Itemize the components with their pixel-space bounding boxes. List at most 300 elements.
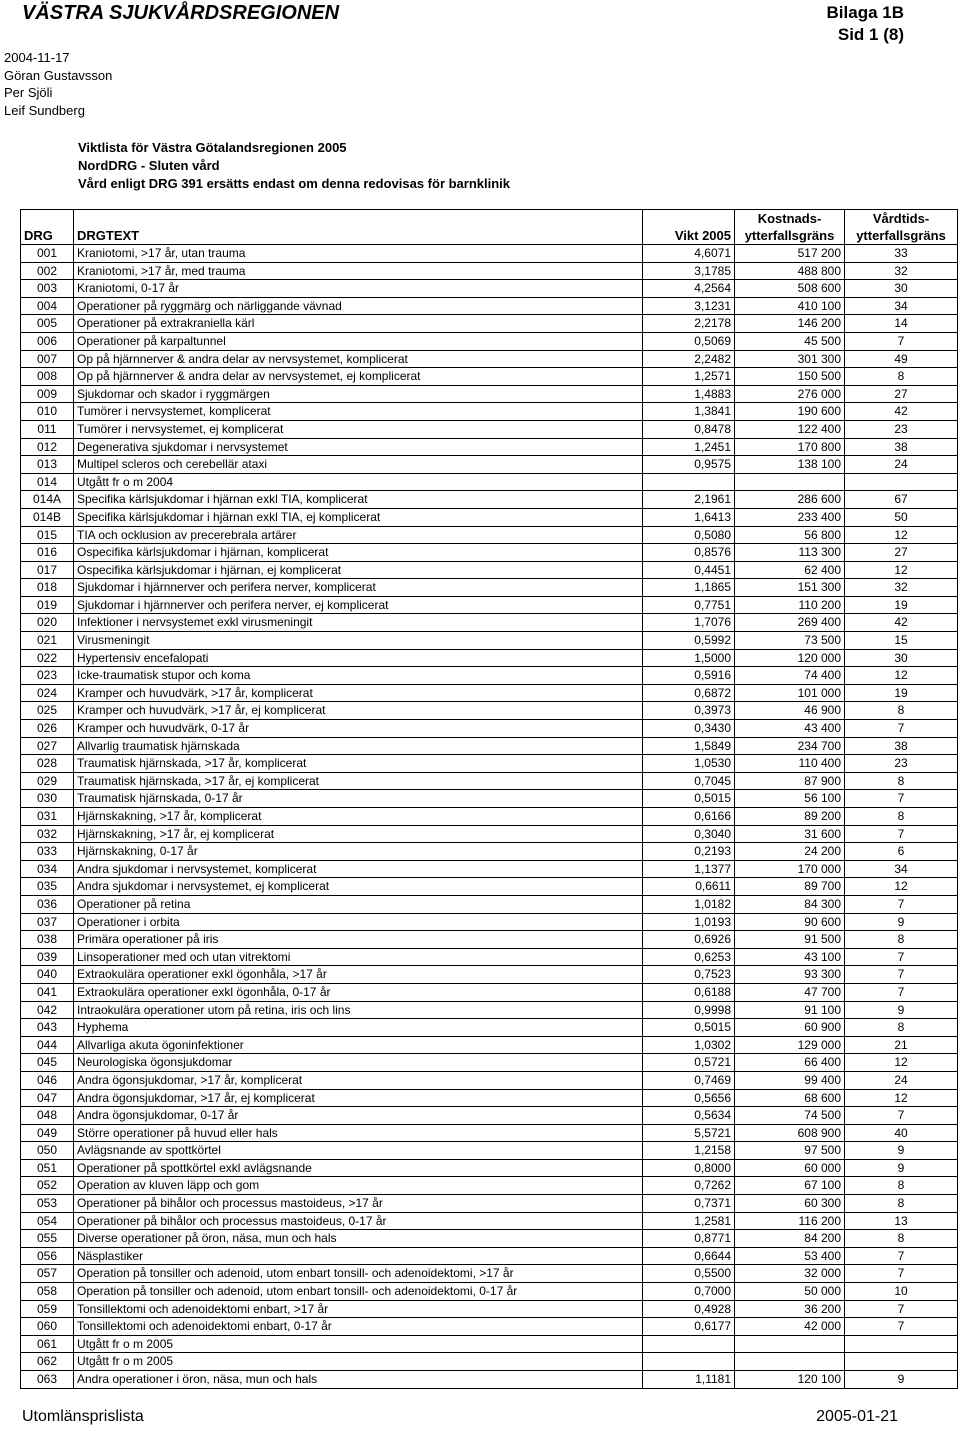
table-row: [21, 684, 958, 702]
weight-cell: 0,2193: [643, 843, 735, 861]
drg-code-cell: 019: [21, 596, 74, 614]
document-date: 2004-11-17: [4, 50, 70, 65]
drg-code-cell: 046: [21, 1071, 74, 1089]
weight-cell: [643, 1335, 735, 1353]
weight-cell: 0,8771: [643, 1230, 735, 1248]
weight-cell: 1,7076: [643, 614, 735, 632]
drg-code-cell: 055: [21, 1230, 74, 1248]
drg-text-cell: Degenerativa sjukdomar i nervsystemet: [74, 438, 643, 456]
table-row: [21, 966, 958, 984]
cost-outlier-cell: 90 600: [735, 913, 845, 931]
drg-text-cell: Kraniotomi, >17 år, utan trauma: [74, 245, 643, 263]
table-row: [21, 720, 958, 738]
drg-code-cell: 039: [21, 948, 74, 966]
table-row: [21, 1212, 958, 1230]
table-row: [21, 262, 958, 280]
drg-text-cell: Hjärnskakning, 0-17 år: [74, 843, 643, 861]
cost-outlier-cell: 93 300: [735, 966, 845, 984]
stay-outlier-cell: 12: [845, 1054, 958, 1072]
table-row: [21, 350, 958, 368]
drg-text-cell: Virusmeningit: [74, 632, 643, 650]
weight-cell: 0,6177: [643, 1318, 735, 1336]
table-row: [21, 1001, 958, 1019]
cost-outlier-cell: 43 400: [735, 720, 845, 738]
cost-outlier-cell: 110 200: [735, 596, 845, 614]
stay-outlier-cell: 8: [845, 772, 958, 790]
drg-text-cell: Andra ögonsjukdomar, >17 år, komplicerat: [74, 1071, 643, 1089]
table-row: [21, 1318, 958, 1336]
table-header-row: [21, 210, 958, 245]
table-row: [21, 790, 958, 808]
cost-outlier-cell: 24 200: [735, 843, 845, 861]
weight-cell: [643, 1353, 735, 1371]
stay-outlier-cell: 15: [845, 632, 958, 650]
drg-code-cell: 049: [21, 1124, 74, 1142]
stay-outlier-cell: 7: [845, 966, 958, 984]
weight-cell: 0,9998: [643, 1001, 735, 1019]
weight-cell: 0,9575: [643, 456, 735, 474]
drg-code-cell: 008: [21, 368, 74, 386]
stay-outlier-cell: 12: [845, 561, 958, 579]
cost-outlier-cell: [735, 1335, 845, 1353]
weight-cell: 0,5992: [643, 632, 735, 650]
table-row: [21, 332, 958, 350]
weight-cell: 2,1961: [643, 491, 735, 509]
table-row: [21, 438, 958, 456]
drg-text-cell: Andra ögonsjukdomar, >17 år, ej komplicerat: [74, 1089, 643, 1107]
drg-text-cell: Sjukdomar och skador i ryggmärgen: [74, 385, 643, 403]
cost-outlier-cell: 60 000: [735, 1159, 845, 1177]
column-header-line: ytterfallsgräns: [856, 228, 946, 243]
drg-code-cell: 014B: [21, 508, 74, 526]
footer-date: 2005-01-21: [816, 1408, 898, 1425]
weight-cell: 0,7045: [643, 772, 735, 790]
table-row: [21, 544, 958, 562]
weight-cell: 1,5000: [643, 649, 735, 667]
table-row: [21, 1071, 958, 1089]
annex-label: Bilaga 1B: [826, 3, 904, 22]
stay-outlier-cell: 7: [845, 1247, 958, 1265]
drg-code-cell: 023: [21, 667, 74, 685]
weight-cell: 0,5069: [643, 332, 735, 350]
weight-cell: 4,6071: [643, 245, 735, 263]
stay-outlier-cell: 42: [845, 403, 958, 421]
drg-text-cell: Specifika kärlsjukdomar i hjärnan exkl TIA, ej komplicerat: [74, 508, 643, 526]
drg-code-cell: 013: [21, 456, 74, 474]
weight-cell: 1,2571: [643, 368, 735, 386]
stay-outlier-cell: 19: [845, 684, 958, 702]
table-row: [21, 878, 958, 896]
stay-outlier-cell: 8: [845, 1019, 958, 1037]
drg-text-cell: Utgått fr o m 2004: [74, 473, 643, 491]
table-body: [21, 245, 958, 1389]
drg-text-cell: Op på hjärnnerver & andra delar av nervsystemet, ej komplicerat: [74, 368, 643, 386]
drg-text-cell: Andra ögonsjukdomar, 0-17 år: [74, 1107, 643, 1125]
drg-code-cell: 001: [21, 245, 74, 263]
table-row: [21, 1019, 958, 1037]
weight-cell: 0,6166: [643, 808, 735, 826]
stay-outlier-cell: 8: [845, 1195, 958, 1213]
stay-outlier-cell: 8: [845, 368, 958, 386]
stay-outlier-cell: 24: [845, 1071, 958, 1089]
drg-text-cell: Operationer på retina: [74, 895, 643, 913]
drg-text-cell: Allvarliga akuta ögoninfektioner: [74, 1036, 643, 1054]
drg-text-cell: Tonsillektomi och adenoidektomi enbart, 0-17 år: [74, 1318, 643, 1336]
table-row: [21, 649, 958, 667]
cost-outlier-cell: 53 400: [735, 1247, 845, 1265]
cost-outlier-cell: 46 900: [735, 702, 845, 720]
weight-cell: 0,7262: [643, 1177, 735, 1195]
stay-outlier-cell: 32: [845, 262, 958, 280]
drg-text-cell: Infektioner i nervsystemet exkl virusmeningit: [74, 614, 643, 632]
title-line: NordDRG - Sluten vård: [78, 158, 220, 173]
cost-outlier-cell: 122 400: [735, 420, 845, 438]
stay-outlier-cell: 33: [845, 245, 958, 263]
drg-text-cell: Kraniotomi, >17 år, med trauma: [74, 262, 643, 280]
stay-outlier-cell: [845, 1353, 958, 1371]
stay-outlier-cell: 9: [845, 1159, 958, 1177]
table-row: [21, 755, 958, 773]
weight-cell: 1,0302: [643, 1036, 735, 1054]
drg-code-cell: 011: [21, 420, 74, 438]
drg-text-cell: Primära operationer på iris: [74, 931, 643, 949]
drg-code-cell: 053: [21, 1195, 74, 1213]
weight-cell: 0,5500: [643, 1265, 735, 1283]
stay-outlier-cell: 38: [845, 737, 958, 755]
table-row: [21, 596, 958, 614]
cost-outlier-cell: 410 100: [735, 297, 845, 315]
stay-outlier-cell: 14: [845, 315, 958, 333]
weight-cell: 0,4928: [643, 1300, 735, 1318]
weight-cell: 3,1231: [643, 297, 735, 315]
cost-outlier-cell: [735, 473, 845, 491]
table-row: [21, 1283, 958, 1301]
stay-outlier-cell: 9: [845, 1142, 958, 1160]
table-row: [21, 508, 958, 526]
organization-name: VÄSTRA SJUKVÅRDSREGIONEN: [22, 2, 340, 24]
cost-outlier-cell: [735, 1353, 845, 1371]
drg-text-cell: Tonsillektomi och adenoidektomi enbart, >17 år: [74, 1300, 643, 1318]
cost-outlier-cell: 170 800: [735, 438, 845, 456]
weight-cell: 0,5721: [643, 1054, 735, 1072]
drg-text-cell: Hjärnskakning, >17 år, ej komplicerat: [74, 825, 643, 843]
drg-text-cell: Neurologiska ögonsjukdomar: [74, 1054, 643, 1072]
cost-outlier-cell: 234 700: [735, 737, 845, 755]
weight-cell: 0,6644: [643, 1247, 735, 1265]
weight-cell: 0,5080: [643, 526, 735, 544]
drg-text-cell: Traumatisk hjärnskada, >17 år, komplicerat: [74, 755, 643, 773]
weight-cell: 0,5656: [643, 1089, 735, 1107]
cost-outlier-cell: 42 000: [735, 1318, 845, 1336]
drg-code-cell: 005: [21, 315, 74, 333]
table-row: [21, 1124, 958, 1142]
drg-text-cell: Sjukdomar i hjärnnerver och perifera nerver, komplicerat: [74, 579, 643, 597]
table-row: [21, 632, 958, 650]
drg-text-cell: Operationer på ryggmärg och närliggande vävnad: [74, 297, 643, 315]
drg-code-cell: 034: [21, 860, 74, 878]
drg-code-cell: 035: [21, 878, 74, 896]
table-row: [21, 1107, 958, 1125]
table-row: [21, 297, 958, 315]
drg-text-cell: Kraniotomi, 0-17 år: [74, 280, 643, 298]
drg-text-cell: Extraokulära operationer exkl ögonhåla, 0-17 år: [74, 983, 643, 1001]
weight-cell: 0,8000: [643, 1159, 735, 1177]
weight-cell: 0,3430: [643, 720, 735, 738]
cost-outlier-cell: 190 600: [735, 403, 845, 421]
table-row: [21, 1371, 958, 1389]
stay-outlier-cell: 7: [845, 720, 958, 738]
cost-outlier-cell: 84 200: [735, 1230, 845, 1248]
drg-code-cell: 061: [21, 1335, 74, 1353]
footer-label: Utomlänsprislista: [22, 1408, 144, 1425]
drg-code-cell: 051: [21, 1159, 74, 1177]
cost-outlier-cell: 151 300: [735, 579, 845, 597]
weight-cell: 0,6611: [643, 878, 735, 896]
stay-outlier-cell: [845, 1335, 958, 1353]
table-row: [21, 526, 958, 544]
drg-text-cell: Andra sjukdomar i nervsystemet, komplicerat: [74, 860, 643, 878]
drg-code-cell: 042: [21, 1001, 74, 1019]
drg-code-cell: 047: [21, 1089, 74, 1107]
drg-code-cell: 056: [21, 1247, 74, 1265]
weight-cell: 0,3040: [643, 825, 735, 843]
cost-outlier-cell: 87 900: [735, 772, 845, 790]
table-row: [21, 1036, 958, 1054]
cost-outlier-cell: 91 500: [735, 931, 845, 949]
cost-outlier-cell: 508 600: [735, 280, 845, 298]
drg-text-cell: Operation på tonsiller och adenoid, utom enbart tonsill- och adenoidektomi, >17 år: [74, 1265, 643, 1283]
drg-code-cell: 062: [21, 1353, 74, 1371]
weight-cell: 3,1785: [643, 262, 735, 280]
weight-cell: 0,7751: [643, 596, 735, 614]
drg-code-cell: 012: [21, 438, 74, 456]
drg-text-cell: Ospecifika kärlsjukdomar i hjärnan, ej komplicerat: [74, 561, 643, 579]
weight-cell: 1,4883: [643, 385, 735, 403]
drg-text-cell: Intraokulära operationer utom på retina, iris och lins: [74, 1001, 643, 1019]
cost-outlier-cell: 120 100: [735, 1371, 845, 1389]
stay-outlier-cell: 34: [845, 860, 958, 878]
weight-cell: 1,2581: [643, 1212, 735, 1230]
stay-outlier-cell: 9: [845, 913, 958, 931]
cost-outlier-cell: 276 000: [735, 385, 845, 403]
cost-outlier-cell: 31 600: [735, 825, 845, 843]
document-title: [78, 139, 510, 193]
drg-code-cell: 059: [21, 1300, 74, 1318]
author: Leif Sundberg: [4, 102, 85, 118]
stay-outlier-cell: 7: [845, 1300, 958, 1318]
drg-code-cell: 002: [21, 262, 74, 280]
stay-outlier-cell: 30: [845, 280, 958, 298]
stay-outlier-cell: 19: [845, 596, 958, 614]
stay-outlier-cell: 42: [845, 614, 958, 632]
drg-code-cell: 003: [21, 280, 74, 298]
column-header-weight: Vikt 2005: [643, 210, 735, 245]
table-row: [21, 245, 958, 263]
drg-code-cell: 006: [21, 332, 74, 350]
table-row: [21, 1054, 958, 1072]
drg-code-cell: 040: [21, 966, 74, 984]
cost-outlier-cell: 301 300: [735, 350, 845, 368]
table-row: [21, 895, 958, 913]
stay-outlier-cell: 24: [845, 456, 958, 474]
weight-cell: 0,7469: [643, 1071, 735, 1089]
weight-cell: 0,6253: [643, 948, 735, 966]
drg-text-cell: Operationer på spottkörtel exkl avlägsnande: [74, 1159, 643, 1177]
weight-cell: 0,7000: [643, 1283, 735, 1301]
drg-text-cell: Hjärnskakning, >17 år, komplicerat: [74, 808, 643, 826]
stay-outlier-cell: [845, 473, 958, 491]
stay-outlier-cell: 7: [845, 895, 958, 913]
drg-code-cell: 058: [21, 1283, 74, 1301]
cost-outlier-cell: 116 200: [735, 1212, 845, 1230]
cost-outlier-cell: 56 800: [735, 526, 845, 544]
drg-text-cell: Traumatisk hjärnskada, >17 år, ej komplicerat: [74, 772, 643, 790]
drg-text-cell: Specifika kärlsjukdomar i hjärnan exkl TIA, komplicerat: [74, 491, 643, 509]
stay-outlier-cell: 13: [845, 1212, 958, 1230]
drg-text-cell: Operation på tonsiller och adenoid, utom enbart tonsill- och adenoidektomi, 0-17 år: [74, 1283, 643, 1301]
stay-outlier-cell: 7: [845, 825, 958, 843]
drg-text-cell: Operation av kluven läpp och gom: [74, 1177, 643, 1195]
drg-text-cell: Operationer på extrakraniella kärl: [74, 315, 643, 333]
table-row: [21, 948, 958, 966]
stay-outlier-cell: 7: [845, 1265, 958, 1283]
drg-code-cell: 004: [21, 297, 74, 315]
stay-outlier-cell: 27: [845, 544, 958, 562]
weight-cell: 0,6872: [643, 684, 735, 702]
table-row: [21, 772, 958, 790]
stay-outlier-cell: 8: [845, 1177, 958, 1195]
table-row: [21, 491, 958, 509]
drg-text-cell: Op på hjärnnerver & andra delar av nervsystemet, komplicerat: [74, 350, 643, 368]
author: Göran Gustavsson: [4, 67, 113, 83]
cost-outlier-cell: 97 500: [735, 1142, 845, 1160]
stay-outlier-cell: 38: [845, 438, 958, 456]
cost-outlier-cell: 286 600: [735, 491, 845, 509]
drg-text-cell: Tumörer i nervsystemet, komplicerat: [74, 403, 643, 421]
weight-cell: 1,2158: [643, 1142, 735, 1160]
drg-code-cell: 021: [21, 632, 74, 650]
cost-outlier-cell: 110 400: [735, 755, 845, 773]
table-row: [21, 825, 958, 843]
weight-cell: 0,5015: [643, 1019, 735, 1037]
drg-code-cell: 030: [21, 790, 74, 808]
drg-code-cell: 048: [21, 1107, 74, 1125]
cost-outlier-cell: 488 800: [735, 262, 845, 280]
drg-text-cell: Hypertensiv encefalopati: [74, 649, 643, 667]
cost-outlier-cell: 84 300: [735, 895, 845, 913]
drg-text-cell: Operationer på bihålor och processus mastoideus, 0-17 år: [74, 1212, 643, 1230]
drg-code-cell: 018: [21, 579, 74, 597]
column-header-stay-outlier: [845, 210, 958, 245]
drg-text-cell: Kramper och huvudvärk, >17 år, ej komplicerat: [74, 702, 643, 720]
table-row: [21, 579, 958, 597]
cost-outlier-cell: 47 700: [735, 983, 845, 1001]
drg-code-cell: 022: [21, 649, 74, 667]
stay-outlier-cell: 10: [845, 1283, 958, 1301]
drg-code-cell: 020: [21, 614, 74, 632]
drg-code-cell: 052: [21, 1177, 74, 1195]
table-row: [21, 1089, 958, 1107]
drg-code-cell: 037: [21, 913, 74, 931]
column-header-drgtext: DRGTEXT: [74, 210, 643, 245]
weight-cell: 0,3973: [643, 702, 735, 720]
cost-outlier-cell: 66 400: [735, 1054, 845, 1072]
stay-outlier-cell: 7: [845, 790, 958, 808]
table-row: [21, 843, 958, 861]
drg-code-cell: 026: [21, 720, 74, 738]
cost-outlier-cell: 129 000: [735, 1036, 845, 1054]
drg-text-cell: Sjukdomar i hjärnnerver och perifera nerver, ej komplicerat: [74, 596, 643, 614]
drg-code-cell: 038: [21, 931, 74, 949]
cost-outlier-cell: 67 100: [735, 1177, 845, 1195]
table-row: [21, 983, 958, 1001]
weight-cell: 1,5849: [643, 737, 735, 755]
table-row: [21, 667, 958, 685]
cost-outlier-cell: 73 500: [735, 632, 845, 650]
weight-cell: [643, 473, 735, 491]
drg-text-cell: Tumörer i nervsystemet, ej komplicerat: [74, 420, 643, 438]
table-row: [21, 1300, 958, 1318]
table-row: [21, 1265, 958, 1283]
drg-code-cell: 009: [21, 385, 74, 403]
cost-outlier-cell: 120 000: [735, 649, 845, 667]
drg-code-cell: 029: [21, 772, 74, 790]
table-row: [21, 456, 958, 474]
table-row: [21, 561, 958, 579]
table-row: [21, 913, 958, 931]
table-row: [21, 1353, 958, 1371]
weight-cell: 1,1865: [643, 579, 735, 597]
table-row: [21, 808, 958, 826]
stay-outlier-cell: 12: [845, 526, 958, 544]
weight-cell: 0,8576: [643, 544, 735, 562]
drg-code-cell: 054: [21, 1212, 74, 1230]
stay-outlier-cell: 7: [845, 1107, 958, 1125]
table-row: [21, 1335, 958, 1353]
stay-outlier-cell: 12: [845, 667, 958, 685]
drg-text-cell: Diverse operationer på öron, näsa, mun och hals: [74, 1230, 643, 1248]
stay-outlier-cell: 50: [845, 508, 958, 526]
table-row: [21, 280, 958, 298]
drg-code-cell: 028: [21, 755, 74, 773]
drg-text-cell: Allvarlig traumatisk hjärnskada: [74, 737, 643, 755]
cost-outlier-cell: 517 200: [735, 245, 845, 263]
drg-text-cell: Operationer i orbita: [74, 913, 643, 931]
stay-outlier-cell: 8: [845, 931, 958, 949]
table-row: [21, 1159, 958, 1177]
weight-cell: 0,7523: [643, 966, 735, 984]
drg-text-cell: Andra operationer i öron, näsa, mun och hals: [74, 1371, 643, 1389]
stay-outlier-cell: 67: [845, 491, 958, 509]
drg-code-cell: 014: [21, 473, 74, 491]
drg-text-cell: Traumatisk hjärnskada, 0-17 år: [74, 790, 643, 808]
cost-outlier-cell: 74 400: [735, 667, 845, 685]
cost-outlier-cell: 45 500: [735, 332, 845, 350]
cost-outlier-cell: 608 900: [735, 1124, 845, 1142]
table-row: [21, 1177, 958, 1195]
drg-code-cell: 045: [21, 1054, 74, 1072]
drg-code-cell: 015: [21, 526, 74, 544]
cost-outlier-cell: 56 100: [735, 790, 845, 808]
cost-outlier-cell: 74 500: [735, 1107, 845, 1125]
table-row: [21, 368, 958, 386]
drg-text-cell: TIA och ocklusion av precerebrala artärer: [74, 526, 643, 544]
stay-outlier-cell: 49: [845, 350, 958, 368]
stay-outlier-cell: 23: [845, 420, 958, 438]
weight-cell: 1,0182: [643, 895, 735, 913]
stay-outlier-cell: 7: [845, 983, 958, 1001]
stay-outlier-cell: 8: [845, 702, 958, 720]
